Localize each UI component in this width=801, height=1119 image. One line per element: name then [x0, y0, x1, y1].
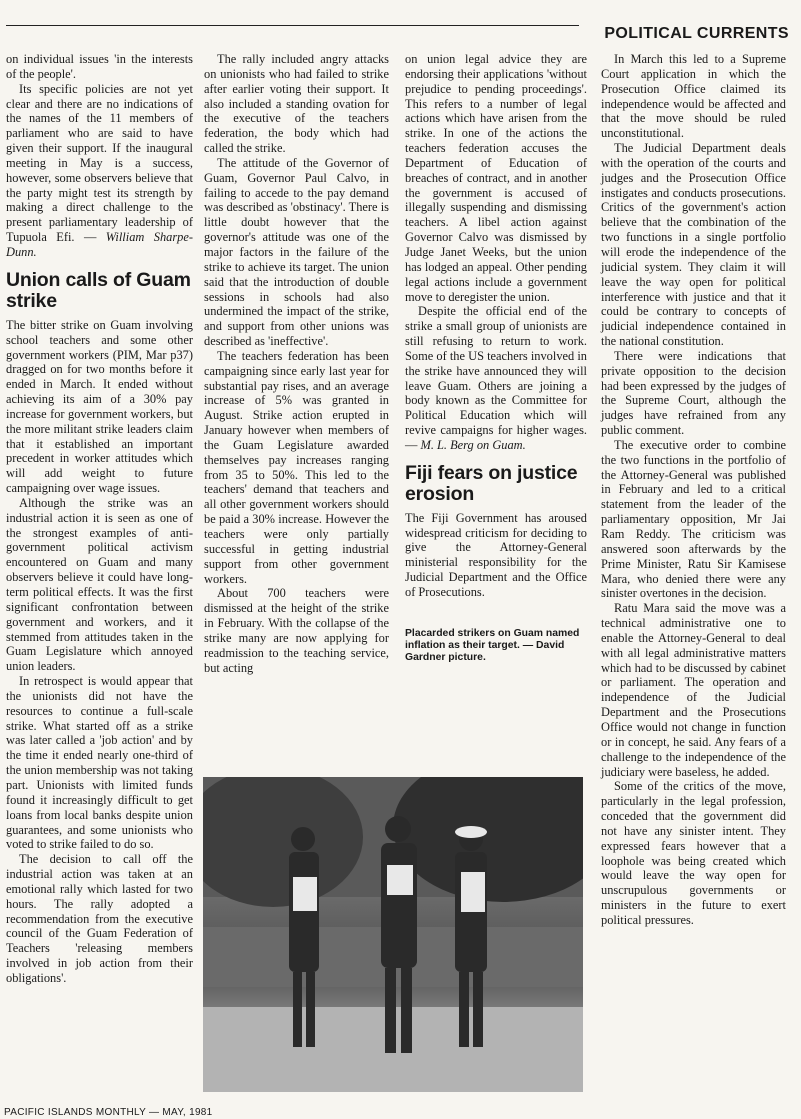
paragraph: The Judicial Department deals with the operation of the courts and judges and the Prosecution Office instigates and conducts prosecutions. Critics of the government's action believe that the combination of the two functions in a single portfolio will erode the independence of the judicial system. They claim it will leave the way open for political interference with justice and that it could be contrary to concepts of judicial independence contained in the national constitution. [601, 141, 786, 349]
byline: M. L. Berg on Guam. [420, 437, 526, 452]
paragraph: The teachers federation has been campaigning since early last year for substantial pay rises, and an average increase of 5% was granted in August. Strike action erupted in January however when members of the Guam Legislature awarded themselves pay increases ranging from 35 to 50%. This led to the teachers' demand that teachers and all other government workers should be paid a 30% increase. However the teachers were only partially successful in getting industrial support from other government workers. [204, 348, 389, 586]
paragraph: About 700 teachers were dismissed at the height of the strike in February. With the collapse of the strike many are now applying for readmission to the teaching service, but acting [204, 586, 389, 675]
paragraph: Although the strike was an industrial action it is seen as one of the strongest examples of anti-government political activism encountered on Guam and many observers believe it could have long-term political effects. It was the first significant confrontation between government and workers, and it stemmed from attitudes taken in the Guam Legislature which annoyed union leaders. [6, 495, 193, 674]
column-1 [6, 52, 193, 986]
paragraph: Despite the official end of the strike a small group of unionists are still refusing to return to work. Some of the US teachers involved in the strike have announced they will leave Guam. Others are joining a body known as the Committee for Political Education which will revive campaigns for higher wages. — M. L. Berg on Guam. [405, 304, 587, 452]
paragraph: Ratu Mara said the move was a technical administrative one to enable the Attorney-General to deal with all legal administrative matters which had to be discussed by cabinet or parliament. The operation and independence of the Judicial Department and the Prosecutions Office would not change in function or in concept, he said. Any fears of a challenge to the independence of the judiciary were baseless, he added. [601, 601, 786, 779]
paragraph: The decision to call off the industrial action was taken at an emotional rally which lasted for two hours. The rally adopted a recommendation from the executive council of the Guam Federation of Teachers 'releasing members involved in job action from their obligations'. [6, 852, 193, 985]
byline: William Sharpe-Dunn. [6, 230, 193, 259]
column-3 [405, 52, 587, 664]
paragraph: In retrospect is would appear that the unionists did not have the resources to continue a full-scale strike. What started off as a strike was later called a 'job action' and by the time it ended nearly one-third of the union membership was not taking part. Unionists with limited funds found it increasingly difficult to get loans from local banks despite union guarantees, and some unionists who voted to strike failed to do so. [6, 674, 193, 852]
paragraph: The bitter strike on Guam involving school teachers and some other government workers (PIM, Mar p37) dragged on for two months before it ended in March. It ended without achieving its aim of a 30% pay increase for government workers, but the more militant strike leaders claim that it established an important precedent in worker attitudes which will add weight to future campaigning over wage issues. [6, 317, 193, 496]
photo-caption: Placarded strikers on Guam named inflation as their target. — David Gardner picture. [405, 627, 580, 663]
headline-fiji-justice: Fiji fears on justice erosion [405, 461, 578, 505]
paragraph: There were indications that private opposition to the decision had been expressed by the judges of the Supreme Court, although the judges have refrained from any public comment. [601, 348, 786, 438]
headline-guam-strike: Union calls of Guam strike [6, 268, 191, 312]
paragraph: The executive order to combine the two functions in the portfolio of the Attorney-General was published in February and led to a critical statement from the leader of the parliamentary opposition, Mr Jai Ram Reddy. The criticism was answered soon afterwards by the Prime Minister, Ratu Sir Kamisese Mara, who denied there were any sinister overtones in the decision. [601, 437, 786, 601]
header-rule [6, 25, 579, 26]
paragraph: The Fiji Government has aroused widespread criticism for deciding to give the Attorney-General ministerial responsibility for the Judicial Department and the Office of Prosecutions. [405, 510, 587, 599]
strikers-photo [203, 777, 583, 1092]
section-title: POLITICAL CURRENTS [604, 25, 789, 42]
column-4 [601, 52, 786, 928]
paragraph: The rally included angry attacks on unionists who had failed to strike after earlier voting their support. It also included a standing ovation for the executive of the teachers federation, the body which had called the strike. [204, 52, 389, 156]
paragraph: on individual issues 'in the interests of the people'. [6, 52, 193, 81]
column-2 [204, 52, 389, 675]
paragraph: on union legal advice they are endorsing their applications 'without prejudice to pending proceedings'. This refers to a number of legal actions which have arisen from the strike. In one of the actions the teachers federation accuses the Department of Education of breaches of contract, and in another the government is accused of illegally suspending and dismissing teachers. A libel action against Governor Calvo was dismissed by Judge Janet Weeks, but the union has lodged an appeal. Other pending legal actions include a government move to deregister the union. [405, 52, 587, 304]
paragraph: In March this led to a Supreme Court application in which the Prosecution Office claimed its independence would be affected and that the move should be ruled unconstitutional. [601, 52, 786, 141]
paragraph: The attitude of the Governor of Guam, Governor Paul Calvo, in failing to accede to the pay demand was described as 'obstinacy'. There is little doubt however that the governor's attitude was one of the major factors in the failure of the strike to achieve its target. The union said that the introduction of double sessions in schools had also undermined the impact of the strike, and support from other unions was described as 'ineffective'. [204, 155, 389, 349]
paragraph: Some of the critics of the move, particularly in the legal profession, conceded that the government did not have any sinister intent. They expressed fears however that a loophole was being created which would leave the way open for unscrupulous governments or ministers in the future to exert political pressures. [601, 779, 786, 927]
page-footer: PACIFIC ISLANDS MONTHLY — MAY, 1981 [4, 1107, 213, 1118]
paragraph: Its specific policies are not yet clear and there are no indications of the names of the 11 members of parliament who are said to have given their support. If the inaugural meeting in May is a success, however, some observers believe that the party might test its strength by making a direct challenge to the present parliamentary leadership of Tupuola Efi. — William Sharpe-Dunn. [6, 81, 193, 259]
